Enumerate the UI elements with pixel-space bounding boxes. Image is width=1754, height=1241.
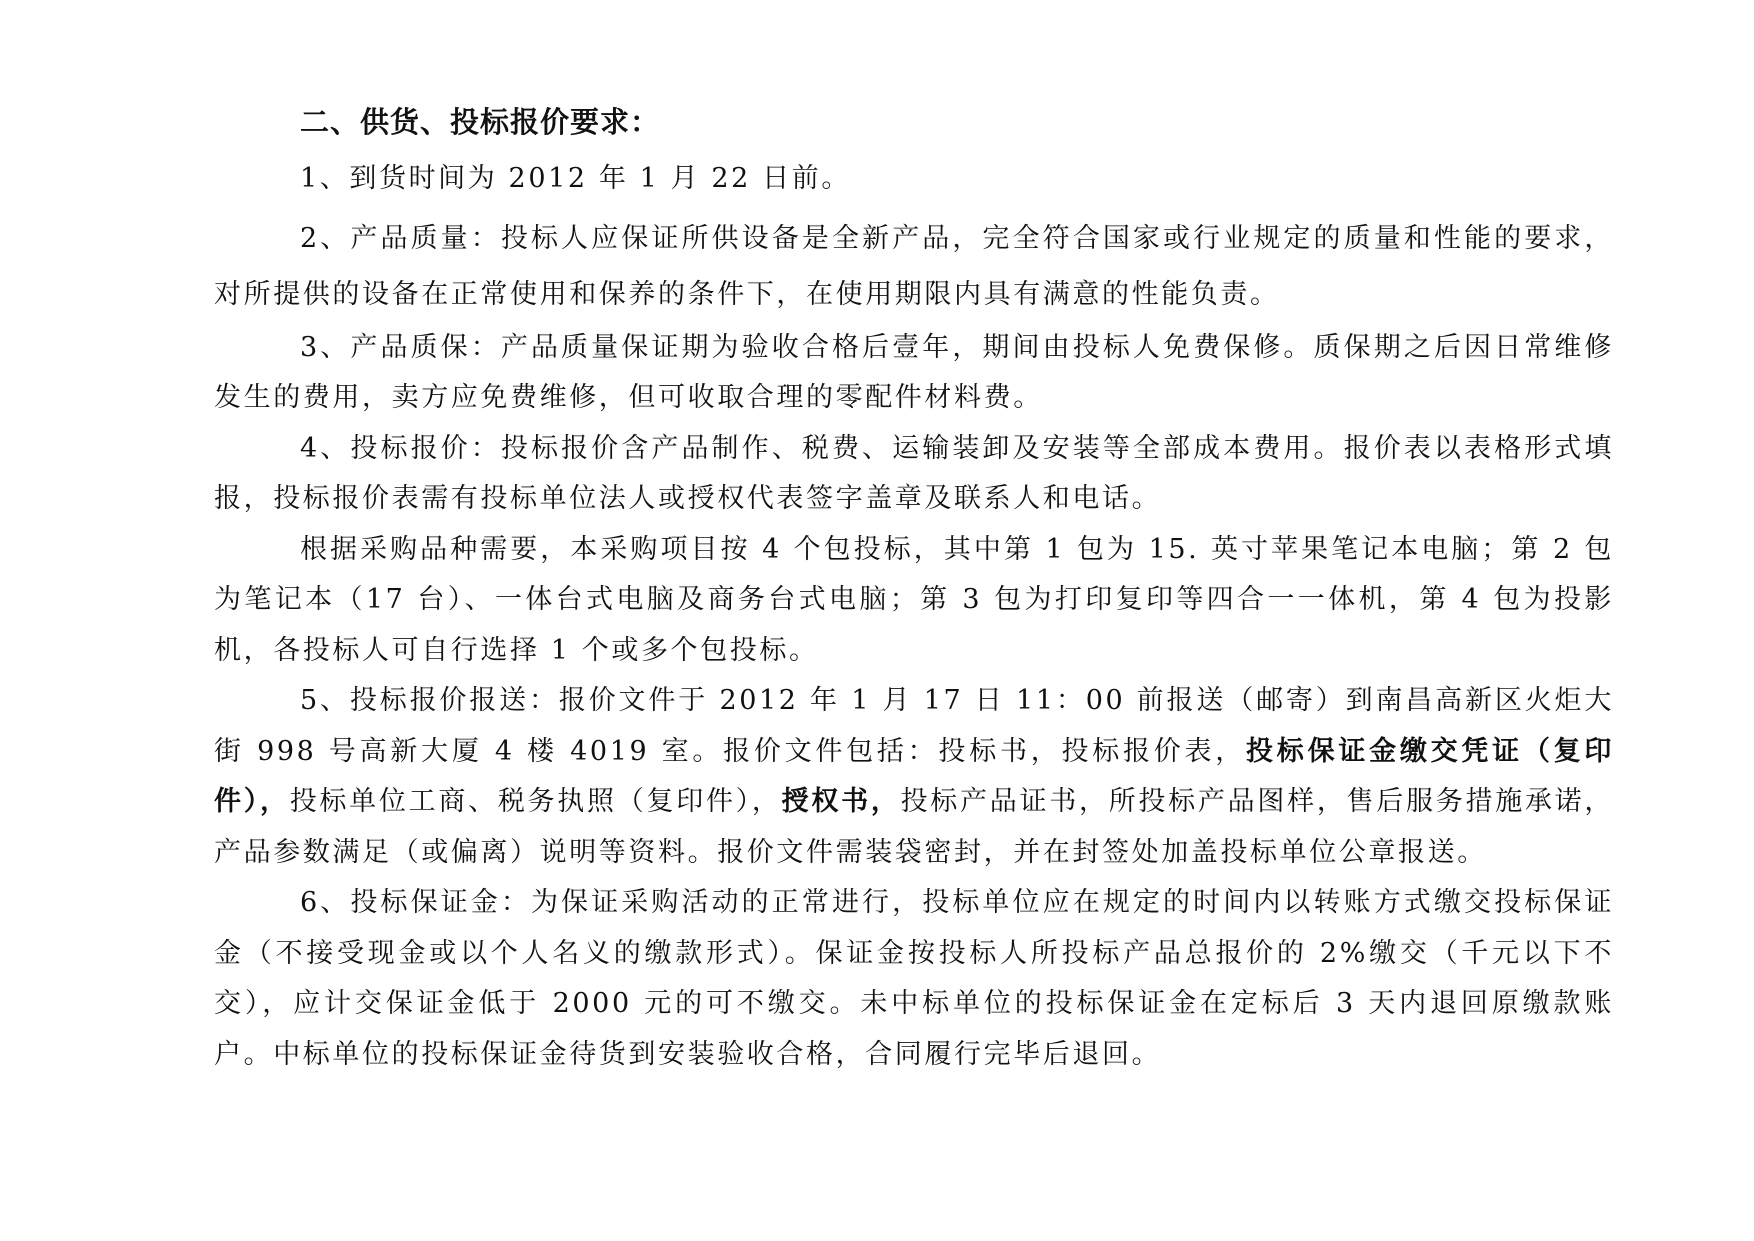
paragraph-delivery-time: 1、到货时间为 2012 年 1 月 22 日前。 [300, 163, 851, 194]
paragraph-bid-price: 4、投标报价：投标报价含产品制作、税费、运输装卸及安装等全部成本费用。报价表以表格形式填报，投标报价表需有投标单位法人或授权代表签字盖章及联系人和电话。 [214, 432, 1614, 514]
section-title: 二、供货、投标报价要求： [300, 105, 661, 139]
paragraph-packages: 根据采购品种需要，本采购项目按 4 个包投标，其中第 1 包为 15. 英寸苹果笔记本电脑；第 2 包为笔记本（17 台）、一体台式电脑及商务台式电脑；第 3 包为打印复印等四合一一体机，第 4 包为投影机，各投标人可自行选择 1 个或多个包投标。 [214, 533, 1614, 666]
document-body [214, 96, 1614, 1080]
paragraph-bid-deposit: 6、投标保证金：为保证采购活动的正常进行，投标单位应在规定的时间内以转账方式缴交投标保证金（不接受现金或以个人名义的缴款形式）。保证金按投标人所投标产品总报价的 2%缴交（千元以下不交），应计交保证金低于 2000 元的可不缴交。未中标单位的投标保证金在定标后 3 天内退回原缴款账户。中标单位的投标保证金待货到安装验收合格，合同履行完毕后退回。 [214, 887, 1614, 1070]
bid-submission-text-2: 投标单位工商、税务执照（复印件）， [289, 786, 782, 817]
paragraph-product-quality: 2、产品质量：投标人应保证所供设备是全新产品，完全符合国家或行业规定的质量和性能的要求，对所提供的设备在正常使用和保养的条件下，在使用期限内具有满意的性能负责。 [214, 222, 1614, 310]
bid-submission-text-1: 5、投标报价报送：报价文件于 2012 年 1 月 17 日 11：00 前报送（邮寄）到南昌高新区火炬大街 998 号高新大厦 4 楼 4019 室。报价文件包括：投标书，投标报价表， [214, 685, 1614, 767]
bid-submission-text-3: 投标产品证书，所投标产品图样，售后服务措施承诺，产品参数满足（或偏离）说明等资料。报价文件需装袋密封，并在封签处加盖投标单位公章报送。 [214, 786, 1614, 868]
bid-submission-bold-authorization: 授权书， [781, 786, 901, 817]
bid-submission-bold-deposit: 投标保证金缴交凭证（复印件）， [214, 735, 1615, 817]
paragraph-bid-submission [214, 676, 1614, 878]
paragraph-warranty: 3、产品质保：产品质量保证期为验收合格后壹年，期间由投标人免费保修。质保期之后因日常维修发生的费用，卖方应免费维修，但可收取合理的零配件材料费。 [214, 331, 1614, 413]
